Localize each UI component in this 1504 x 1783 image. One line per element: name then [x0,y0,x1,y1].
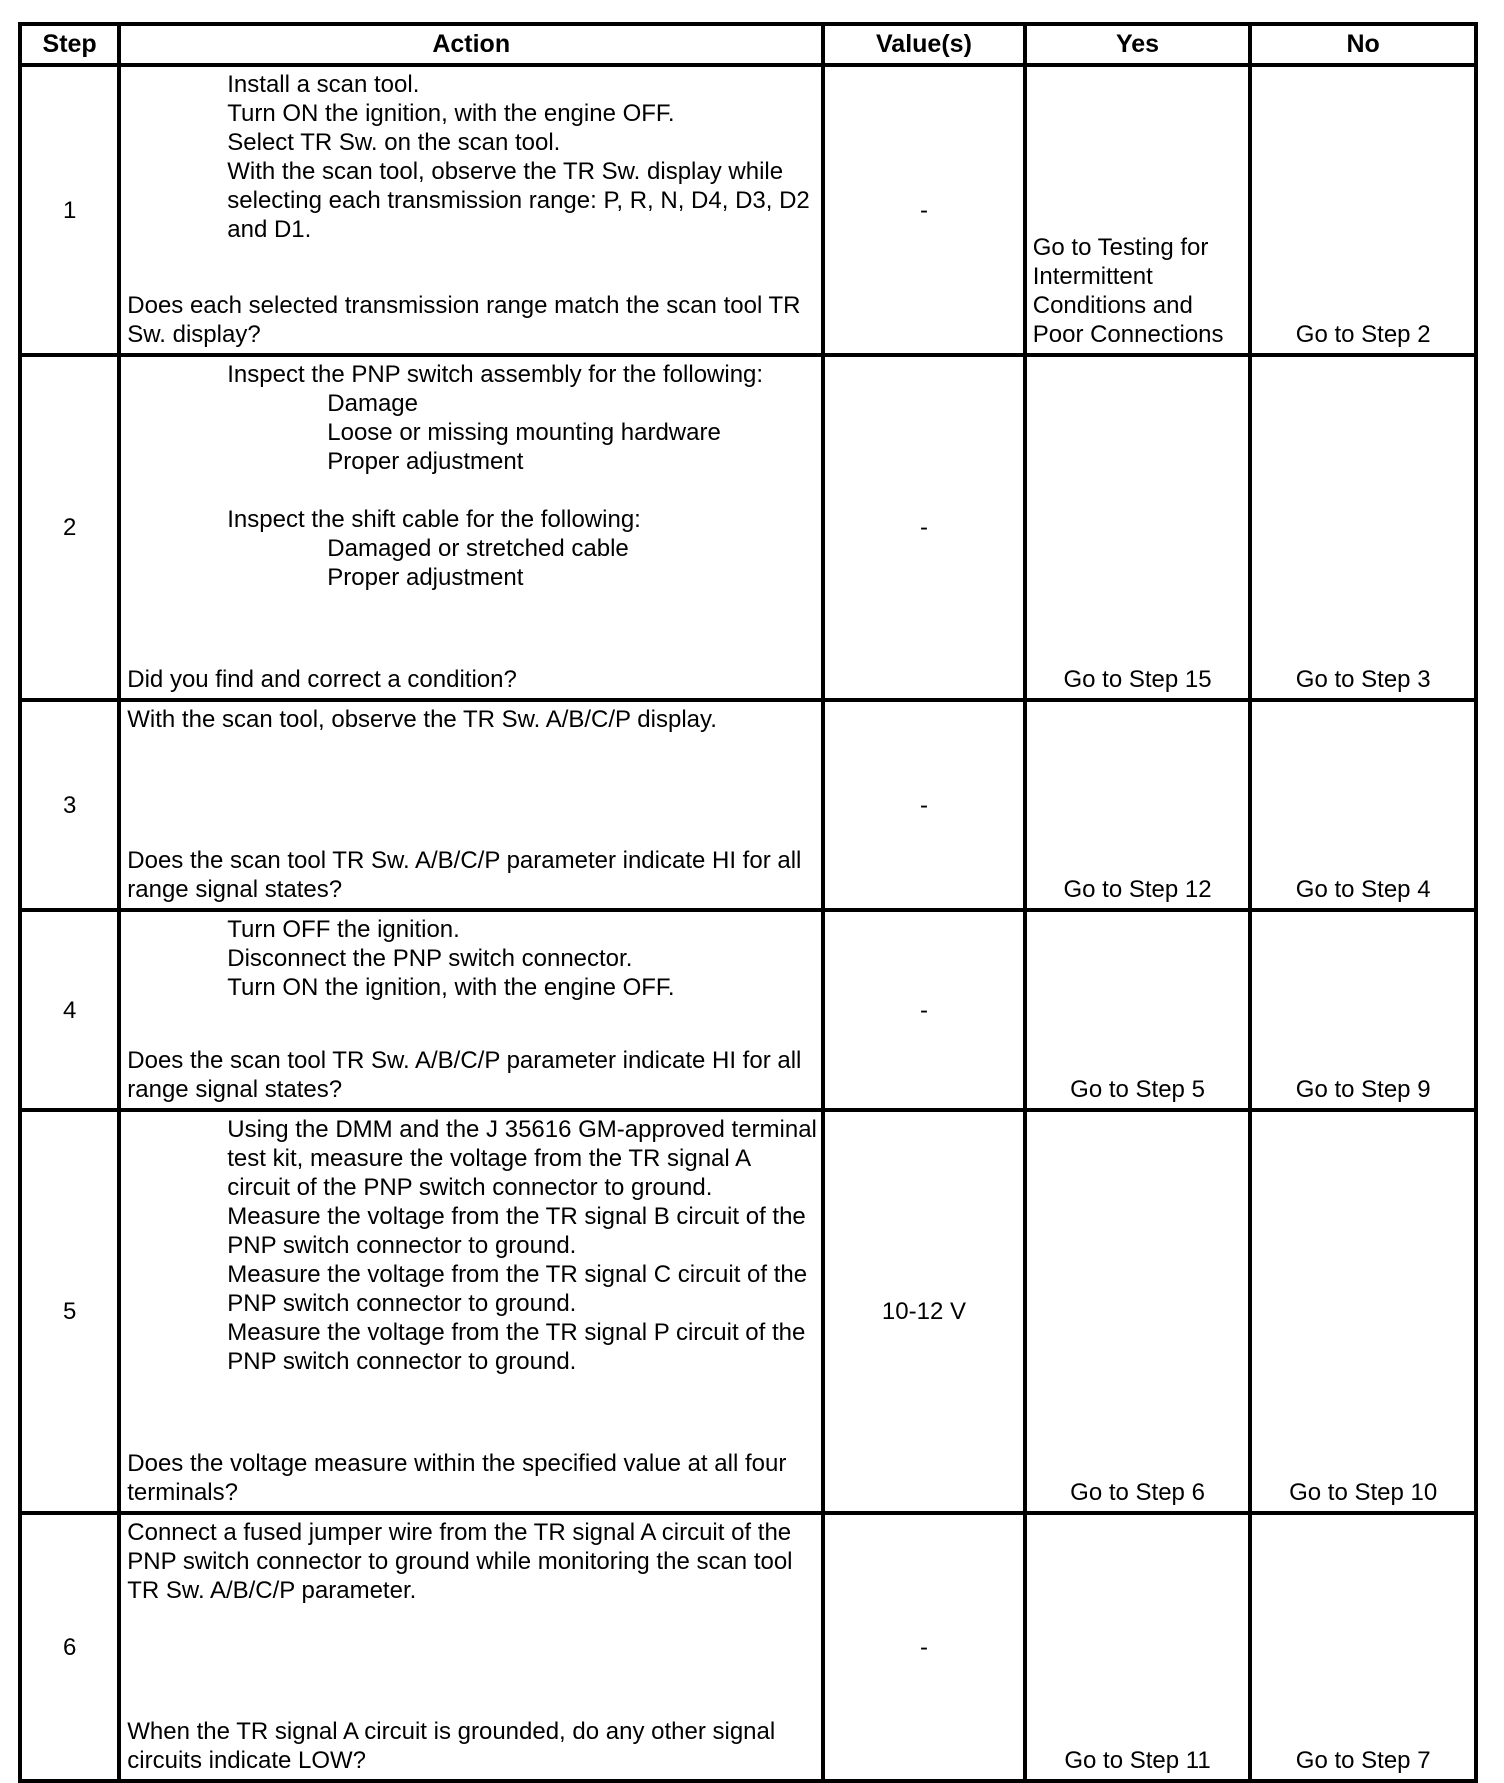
action-sub-item: Proper adjustment [327,448,524,475]
table-row-step-6 [20,1513,1476,1781]
action-question: Did you find and correct a condition? [127,666,517,693]
action-sub-item: Proper adjustment [327,564,524,591]
action-question: Does the scan tool TR Sw. A/B/C/P parameter indicate HI for all range signal states? [127,1047,802,1103]
action-line: Measure the voltage from the TR signal P circuit of the PNP switch connector to ground. [227,1319,806,1375]
action-line: Select TR Sw. on the scan tool. [227,129,561,156]
diagnostic-table [18,22,1478,1783]
action-intro: Inspect the shift cable for the following: [227,506,641,533]
action-line: With the scan tool, observe the TR Sw. A/B/C/P display. [127,706,717,733]
table-row-step-2 [20,355,1476,700]
action-line: With the scan tool, observe the TR Sw. display while selecting each transmission range: P, R, N, D4, D3, D2 and D1. [227,158,810,243]
step-number: 4 [20,910,119,1110]
step-number: 3 [20,700,119,910]
header-action: Action [119,24,823,65]
table-row-step-4 [20,910,1476,1110]
yes-cell: Go to Step 11 [1025,1513,1251,1781]
action-cell [119,700,823,910]
no-cell: Go to Step 7 [1250,1513,1476,1781]
value-cell: - [823,910,1025,1110]
table-row-step-3 [20,700,1476,910]
action-line: Using the DMM and the J 35616 GM-approved terminal test kit, measure the voltage from the TR signal A circuit of the PNP switch connector to ground. [227,1116,817,1201]
value-cell: - [823,700,1025,910]
step-number: 1 [20,65,119,355]
action-sub-item: Damaged or stretched cable [327,535,629,562]
yes-cell: Go to Testing for Intermittent Conditions and Poor Connections [1025,65,1251,355]
value-cell: 10-12 V [823,1110,1025,1513]
table-row-step-1 [20,65,1476,355]
action-line: Measure the voltage from the TR signal C circuit of the PNP switch connector to ground. [227,1261,808,1317]
action-cell [119,1513,823,1781]
header-step: Step [20,24,119,65]
step-number: 5 [20,1110,119,1513]
value-cell: - [823,1513,1025,1781]
action-question: Does the scan tool TR Sw. A/B/C/P parameter indicate HI for all range signal states? [127,847,802,903]
action-line: Measure the voltage from the TR signal B circuit of the PNP switch connector to ground. [227,1203,806,1259]
action-line: Install a scan tool. [227,71,420,98]
step-number: 2 [20,355,119,700]
action-line: Disconnect the PNP switch connector. [227,945,633,972]
action-line: Turn ON the ignition, with the engine OFF. [227,100,675,127]
action-question: When the TR signal A circuit is grounded, do any other signal circuits indicate LOW? [127,1718,776,1774]
no-cell: Go to Step 2 [1250,65,1476,355]
value-cell: - [823,65,1025,355]
action-line: Turn OFF the ignition. [227,916,460,943]
no-cell: Go to Step 3 [1250,355,1476,700]
header-row [20,24,1476,65]
action-cell [119,910,823,1110]
yes-cell: Go to Step 15 [1025,355,1251,700]
action-line: Turn ON the ignition, with the engine OFF. [227,974,675,1001]
header-values: Value(s) [823,24,1025,65]
action-cell [119,1110,823,1513]
action-sub-item: Damage [327,390,418,417]
header-no: No [1250,24,1476,65]
table-row-step-5 [20,1110,1476,1513]
action-question: Does the voltage measure within the specified value at all four terminals? [127,1450,787,1506]
no-cell: Go to Step 4 [1250,700,1476,910]
action-line: Connect a fused jumper wire from the TR signal A circuit of the PNP switch connector to ground while monitoring the scan tool TR Sw. A/B/C/P parameter. [127,1519,793,1604]
yes-cell: Go to Step 5 [1025,910,1251,1110]
action-intro: Inspect the PNP switch assembly for the following: [227,361,764,388]
value-cell: - [823,355,1025,700]
header-yes: Yes [1025,24,1251,65]
action-sub-item: Loose or missing mounting hardware [327,419,721,446]
no-cell: Go to Step 10 [1250,1110,1476,1513]
action-question: Does each selected transmission range match the scan tool TR Sw. display? [127,292,801,348]
step-number: 6 [20,1513,119,1781]
action-cell [119,65,823,355]
yes-cell: Go to Step 12 [1025,700,1251,910]
no-cell: Go to Step 9 [1250,910,1476,1110]
action-cell [119,355,823,700]
yes-cell: Go to Step 6 [1025,1110,1251,1513]
